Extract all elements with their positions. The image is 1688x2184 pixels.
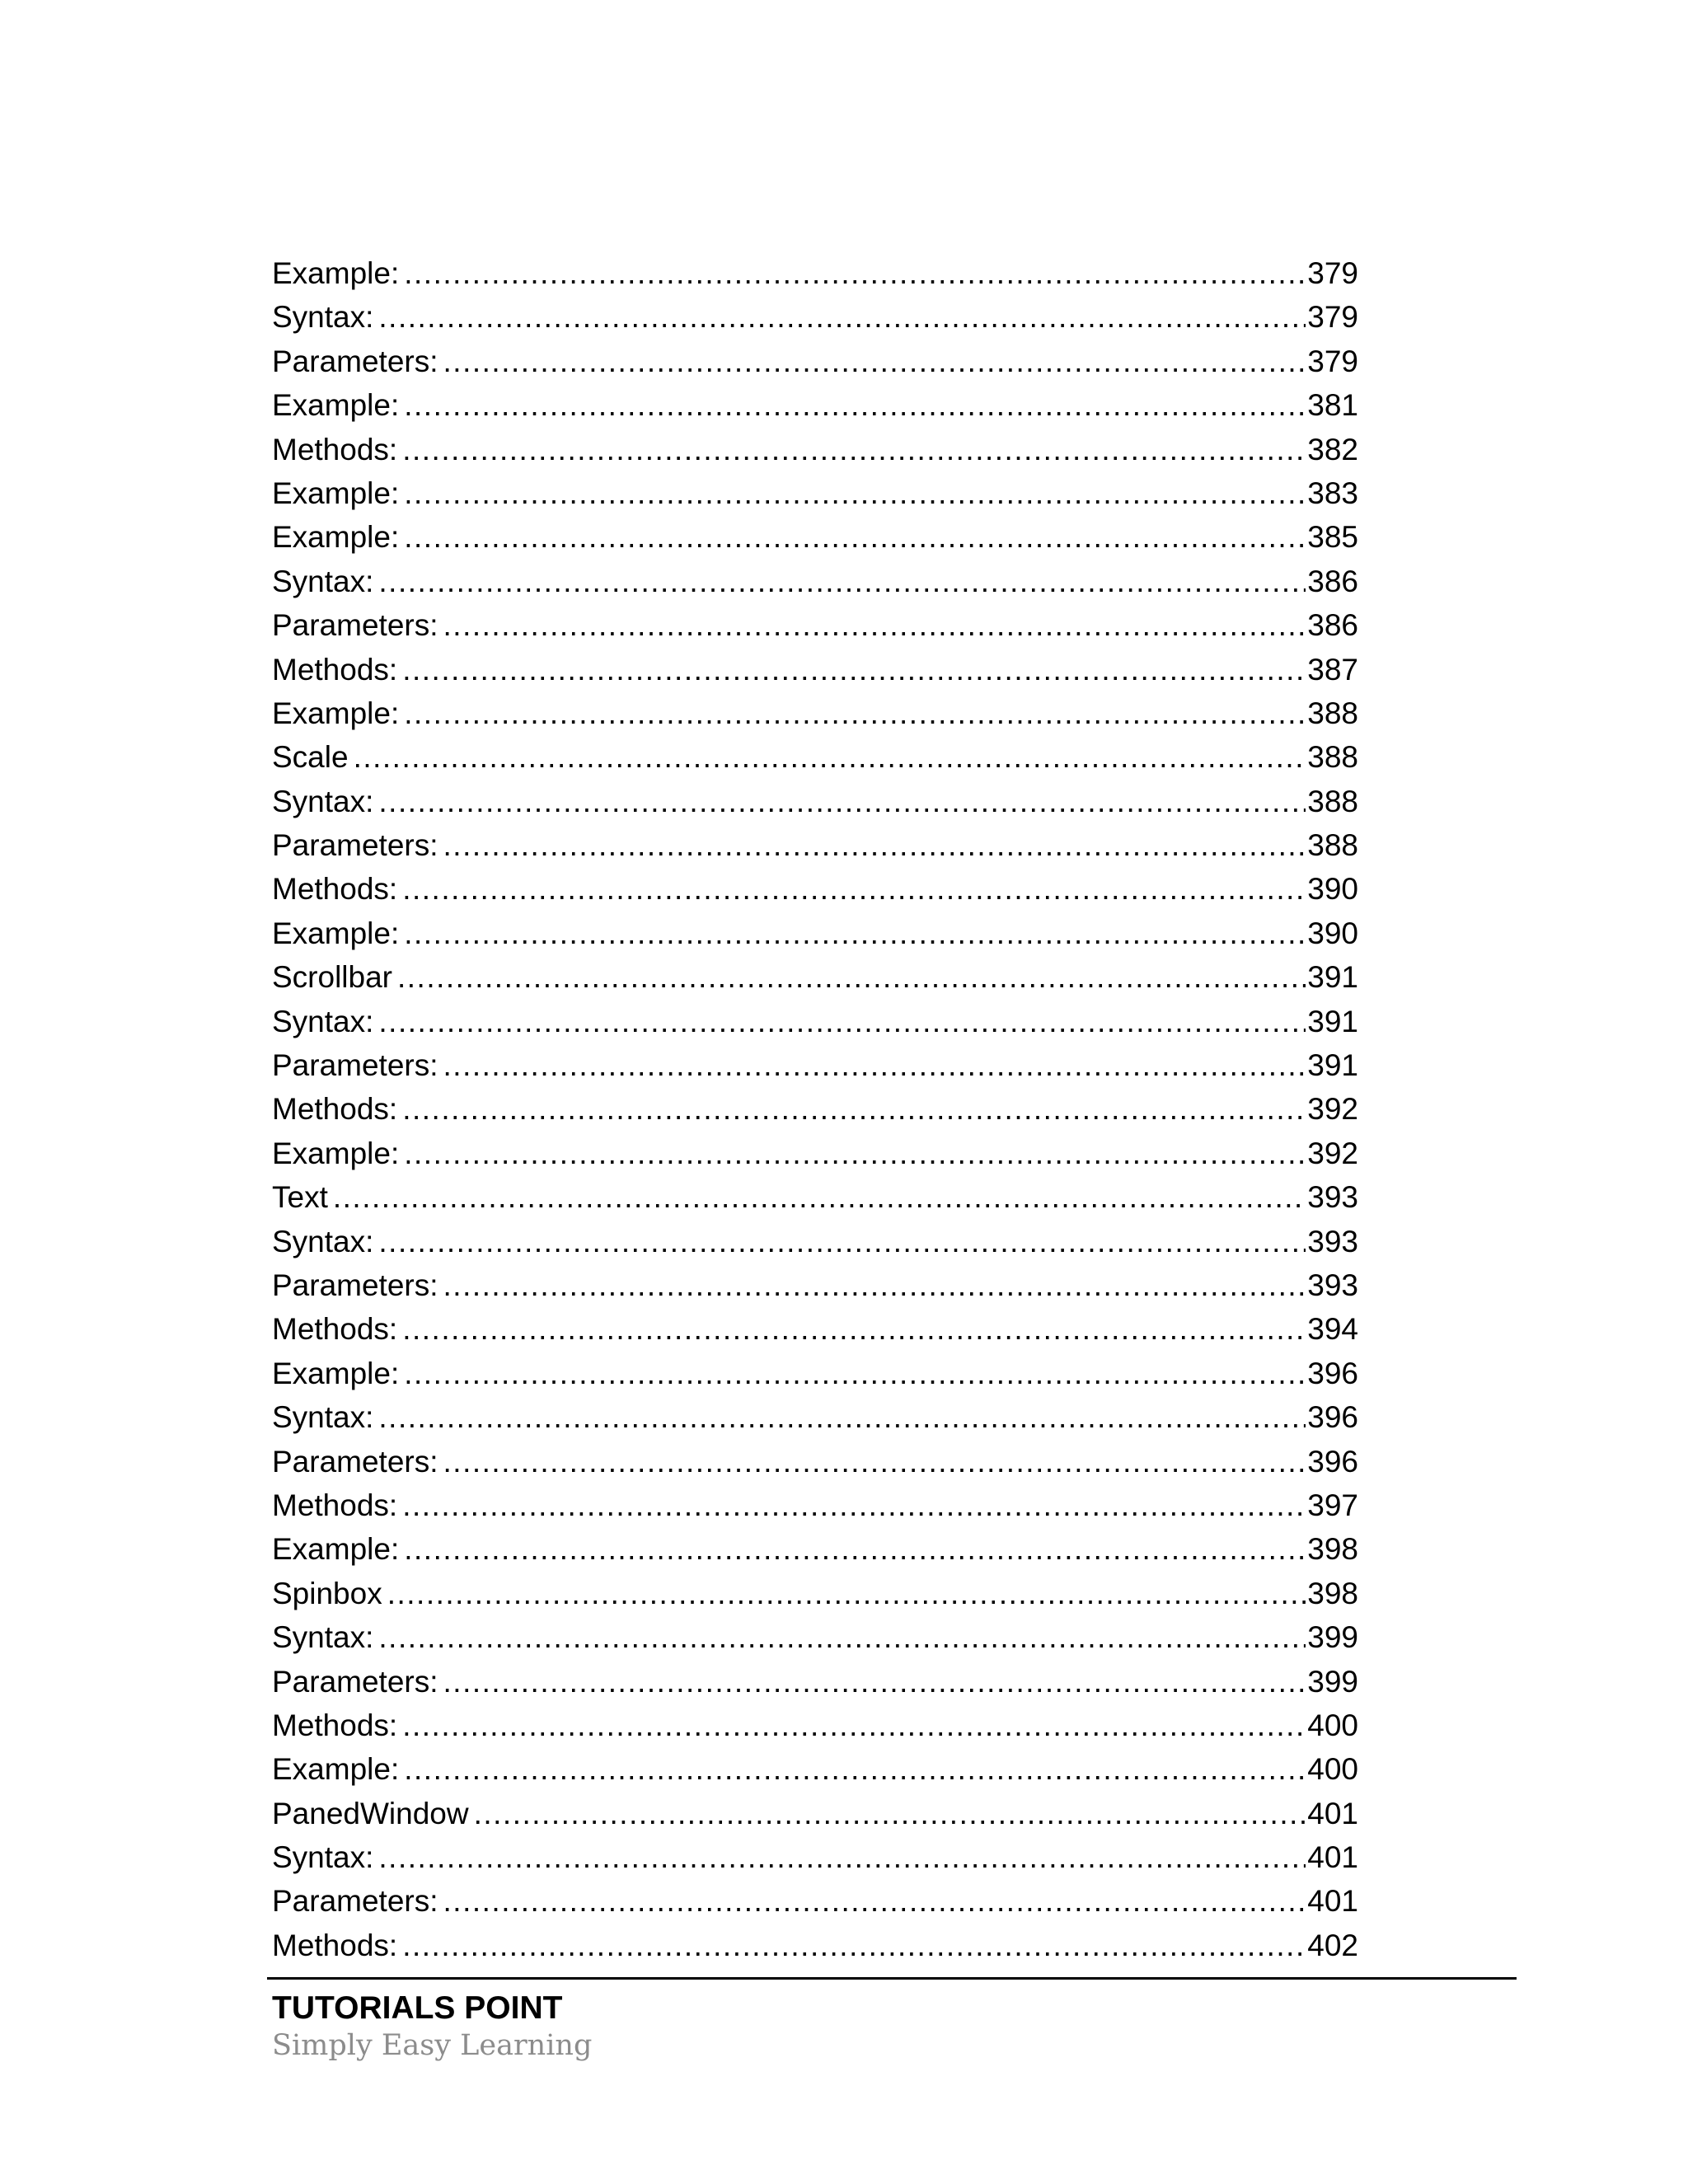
toc-entry-label: Example: [272, 1136, 400, 1170]
toc-entry-page-number: 379 [1307, 344, 1358, 378]
toc-entry-page-number: 383 [1307, 476, 1358, 510]
toc-entry-page-number: 390 [1307, 872, 1358, 907]
toc-entry[interactable] [272, 1747, 1358, 1791]
toc-entry-label: Example: [272, 476, 400, 510]
toc-entry[interactable] [272, 1792, 1358, 1835]
toc-entry-page-number: 391 [1307, 960, 1358, 995]
toc-dot-leader [404, 912, 1306, 955]
toc-entry-page-number: 379 [1307, 300, 1358, 335]
toc-entry-page-number: 386 [1307, 608, 1358, 643]
toc-entry[interactable] [272, 1835, 1358, 1879]
toc-entry-page-number: 388 [1307, 784, 1358, 818]
toc-entry-label: Parameters: [272, 1664, 438, 1699]
toc-entry-page-number: 401 [1307, 1840, 1358, 1875]
toc-entry[interactable] [272, 1132, 1358, 1175]
toc-dot-leader [354, 735, 1306, 779]
toc-dot-leader [474, 1792, 1306, 1835]
toc-dot-leader [404, 1352, 1306, 1395]
toc-entry[interactable] [272, 1263, 1358, 1307]
toc-entry-label: Methods: [272, 1708, 398, 1742]
toc-entry[interactable] [272, 471, 1358, 515]
toc-entry-label: Example: [272, 256, 400, 290]
toc-entry-label: Example: [272, 1532, 400, 1567]
toc-entry-page-number: 396 [1307, 1356, 1358, 1390]
toc-dot-leader [443, 1263, 1306, 1307]
toc-dot-leader [378, 1615, 1306, 1659]
toc-dot-leader [443, 1440, 1306, 1483]
toc-entry[interactable] [272, 1660, 1358, 1704]
toc-entry-page-number: 385 [1307, 520, 1358, 555]
toc-entry-label: PanedWindow [272, 1796, 469, 1830]
toc-entry[interactable] [272, 867, 1358, 911]
toc-dot-leader [404, 1527, 1306, 1571]
toc-entry[interactable] [272, 251, 1358, 295]
toc-entry[interactable] [272, 515, 1358, 559]
toc-dot-leader [402, 1087, 1306, 1131]
toc-entry-label: Spinbox [272, 1576, 382, 1610]
toc-dot-leader [443, 603, 1306, 647]
toc-dot-leader [402, 1483, 1306, 1527]
toc-entry-label: Parameters: [272, 1444, 438, 1479]
toc-entry-page-number: 382 [1307, 432, 1358, 466]
footer-brand: TUTORIALS POINT [272, 1990, 563, 2026]
footer-divider [267, 1977, 1517, 1980]
toc-entry-page-number: 393 [1307, 1268, 1358, 1302]
toc-entry[interactable] [272, 1527, 1358, 1571]
toc-dot-leader [443, 823, 1306, 867]
toc-entry-label: Example: [272, 916, 400, 950]
toc-entry-label: Syntax: [272, 1004, 374, 1038]
toc-dot-leader [443, 1660, 1306, 1704]
toc-entry-page-number: 393 [1307, 1224, 1358, 1258]
toc-entry-page-number: 386 [1307, 564, 1358, 598]
toc-entry[interactable] [272, 295, 1358, 339]
toc-entry[interactable] [272, 1087, 1358, 1131]
toc-entry[interactable] [272, 428, 1358, 471]
toc-entry-label: Example: [272, 388, 400, 423]
toc-entry-page-number: 399 [1307, 1620, 1358, 1655]
toc-dot-leader [443, 1879, 1306, 1923]
toc-entry-label: Methods: [272, 1312, 398, 1347]
toc-entry-label: Scale [272, 740, 349, 775]
toc-entry-label: Methods: [272, 652, 398, 687]
toc-entry-page-number: 394 [1307, 1312, 1358, 1347]
toc-entry[interactable] [272, 735, 1358, 779]
toc-entry-label: Syntax: [272, 300, 374, 335]
toc-entry[interactable] [272, 560, 1358, 603]
toc-dot-leader [378, 1220, 1306, 1263]
toc-entry-page-number: 391 [1307, 1048, 1358, 1083]
toc-entry-page-number: 381 [1307, 388, 1358, 423]
toc-entry[interactable] [272, 691, 1358, 735]
toc-entry[interactable] [272, 1395, 1358, 1439]
toc-entry-page-number: 392 [1307, 1092, 1358, 1127]
toc-entry-label: Methods: [272, 872, 398, 907]
toc-dot-leader [402, 1307, 1306, 1351]
toc-dot-leader [404, 251, 1306, 295]
toc-dot-leader [402, 1704, 1306, 1747]
footer-tagline: Simply Easy Learning [272, 2029, 593, 2062]
toc-entry-page-number: 400 [1307, 1708, 1358, 1742]
toc-entry[interactable] [272, 1572, 1358, 1615]
toc-entry-label: Syntax: [272, 784, 374, 818]
toc-entry-label: Syntax: [272, 564, 374, 598]
toc-entry-page-number: 398 [1307, 1532, 1358, 1567]
toc-entry-page-number: 399 [1307, 1664, 1358, 1699]
toc-entry-page-number: 388 [1307, 696, 1358, 730]
toc-entry-label: Parameters: [272, 344, 438, 378]
toc-entry[interactable] [272, 648, 1358, 691]
toc-entry-page-number: 396 [1307, 1400, 1358, 1435]
toc-entry[interactable] [272, 1307, 1358, 1351]
toc-dot-leader [378, 1835, 1306, 1879]
toc-entry-label: Parameters: [272, 608, 438, 643]
toc-dot-leader [402, 428, 1306, 471]
toc-entry-label: Syntax: [272, 1620, 374, 1655]
toc-entry[interactable] [272, 1483, 1358, 1527]
toc-entry-page-number: 398 [1307, 1576, 1358, 1610]
toc-entry-page-number: 393 [1307, 1180, 1358, 1215]
toc-dot-leader [402, 867, 1306, 911]
toc-entry[interactable] [272, 1615, 1358, 1659]
toc-entry[interactable] [272, 912, 1358, 955]
toc-entry-page-number: 396 [1307, 1444, 1358, 1479]
toc-dot-leader [378, 1395, 1306, 1439]
toc-entry-label: Methods: [272, 1488, 398, 1522]
toc-entry-label: Parameters: [272, 828, 438, 863]
toc-dot-leader [404, 1747, 1306, 1791]
toc-entry-label: Example: [272, 1356, 400, 1390]
toc-entry-label: Methods: [272, 1092, 398, 1127]
toc-entry-label: Syntax: [272, 1840, 374, 1875]
toc-entry[interactable] [272, 823, 1358, 867]
toc-dot-leader [397, 955, 1306, 999]
toc-dot-leader [333, 1175, 1306, 1219]
toc-entry[interactable] [272, 1000, 1358, 1043]
toc-entry-label: Syntax: [272, 1400, 374, 1435]
toc-entry[interactable] [272, 1704, 1358, 1747]
toc-entry-page-number: 387 [1307, 652, 1358, 687]
toc-entry[interactable] [272, 603, 1358, 647]
toc-dot-leader [378, 1000, 1306, 1043]
toc-dot-leader [378, 780, 1306, 823]
toc-entry[interactable] [272, 1220, 1358, 1263]
toc-dot-leader [402, 1924, 1306, 1967]
toc-entry-label: Parameters: [272, 1884, 438, 1919]
toc-dot-leader [387, 1572, 1306, 1615]
toc-entry-page-number: 400 [1307, 1752, 1358, 1787]
toc-entry-label: Text [272, 1180, 328, 1215]
table-of-contents [272, 251, 1358, 1967]
toc-entry-label: Scrollbar [272, 960, 392, 995]
toc-entry-page-number: 391 [1307, 1004, 1358, 1038]
toc-entry-label: Example: [272, 696, 400, 730]
toc-dot-leader [404, 383, 1306, 427]
toc-entry-page-number: 402 [1307, 1928, 1358, 1962]
toc-entry[interactable] [272, 955, 1358, 999]
toc-entry-label: Methods: [272, 1928, 398, 1962]
toc-entry-label: Example: [272, 520, 400, 555]
toc-dot-leader [404, 1132, 1306, 1175]
toc-dot-leader [443, 1043, 1306, 1087]
toc-entry[interactable] [272, 383, 1358, 427]
toc-dot-leader [378, 295, 1306, 339]
toc-entry[interactable] [272, 1352, 1358, 1395]
toc-entry[interactable] [272, 780, 1358, 823]
toc-dot-leader [404, 691, 1306, 735]
toc-entry-label: Syntax: [272, 1224, 374, 1258]
toc-entry[interactable] [272, 1440, 1358, 1483]
toc-entry-page-number: 392 [1307, 1136, 1358, 1170]
toc-entry[interactable] [272, 340, 1358, 383]
toc-entry-page-number: 388 [1307, 828, 1358, 863]
toc-dot-leader [378, 560, 1306, 603]
toc-entry-label: Parameters: [272, 1268, 438, 1302]
toc-entry-label: Methods: [272, 432, 398, 466]
toc-entry[interactable] [272, 1924, 1358, 1967]
toc-entry-page-number: 401 [1307, 1884, 1358, 1919]
toc-entry-page-number: 397 [1307, 1488, 1358, 1522]
toc-entry-label: Parameters: [272, 1048, 438, 1083]
toc-entry-label: Example: [272, 1752, 400, 1787]
toc-entry-page-number: 388 [1307, 740, 1358, 775]
toc-entry[interactable] [272, 1175, 1358, 1219]
toc-dot-leader [404, 515, 1306, 559]
toc-entry[interactable] [272, 1043, 1358, 1087]
toc-dot-leader [443, 340, 1306, 383]
toc-entry-page-number: 379 [1307, 256, 1358, 290]
toc-entry[interactable] [272, 1879, 1358, 1923]
toc-dot-leader [402, 648, 1306, 691]
toc-dot-leader [404, 471, 1306, 515]
toc-entry-page-number: 401 [1307, 1796, 1358, 1830]
toc-entry-page-number: 390 [1307, 916, 1358, 950]
